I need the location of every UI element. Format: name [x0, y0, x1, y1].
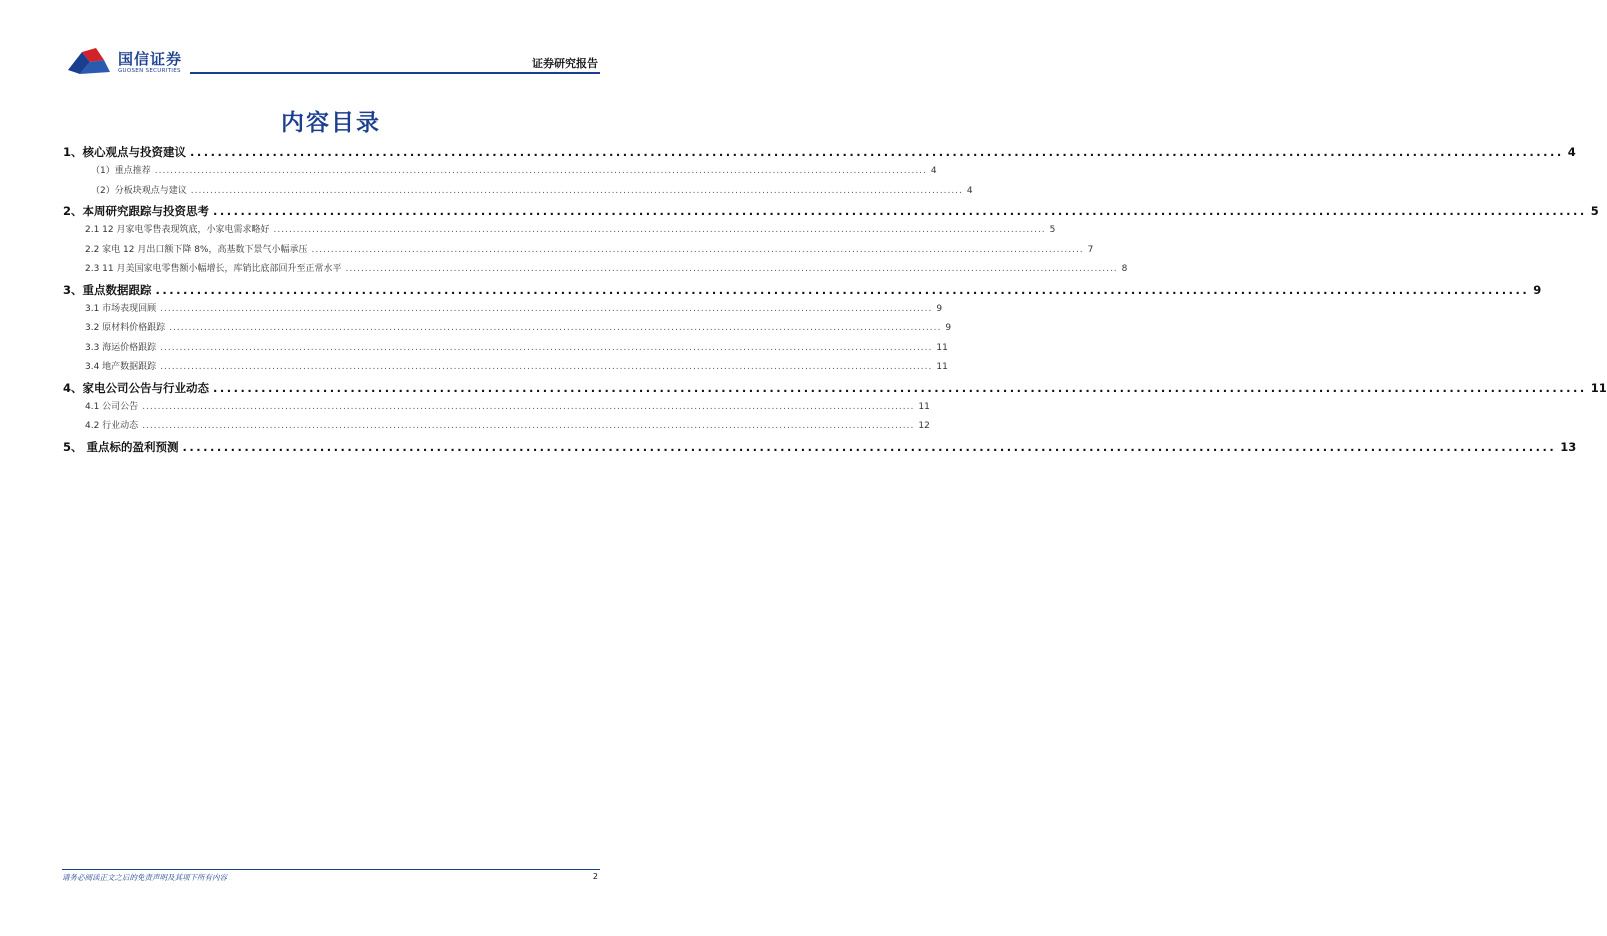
toc-entry-section[interactable]: [63, 280, 1542, 300]
toc-entry-title: 3、重点数据跟踪: [63, 282, 152, 297]
toc-entry-page: 13: [1560, 439, 1577, 454]
toc-dot-leader: ........................................................................................................................................................................................................: [182, 439, 1557, 454]
toc-entry-subsection[interactable]: [63, 162, 937, 182]
toc-entry-subsection[interactable]: [63, 398, 930, 418]
toc-entry-subsection[interactable]: [63, 260, 1128, 280]
toc-entry-page: 5: [1049, 225, 1056, 235]
toc-entry-page: 11: [918, 401, 930, 412]
toc-entry-title: 2.2 家电 12 月出口额下降 8%，高基数下景气小幅承压: [85, 244, 308, 255]
toc-entry-title: 2.3 11 月美国家电零售额小幅增长，库销比底部回升至正常水平: [85, 264, 342, 274]
toc-entry-title: 4.2 行业动态: [85, 421, 139, 431]
toc-entry-page: 12: [918, 421, 930, 431]
table-of-contents: [63, 142, 1607, 457]
toc-entry-subsection[interactable]: [63, 319, 952, 339]
toc-dot-leader: ........................................................................................................................................................................................................: [273, 225, 1046, 235]
toc-dot-leader: ........................................................................................................................................................................................................: [154, 166, 927, 176]
toc-entry-title: 3.2 原材料价格跟踪: [85, 323, 166, 333]
toc-entry-title: 4.1 公司公告: [85, 401, 139, 412]
toc-dot-leader: ........................................................................................................................................................................................................: [213, 204, 1587, 218]
footer-disclaimer: 请务必阅读正文之后的免责声明及其项下所有内容: [62, 873, 227, 882]
toc-dot-leader: ........................................................................................................................................................................................................: [142, 421, 915, 431]
toc-dot-leader: ........................................................................................................................................................................................................: [345, 264, 1118, 274]
header-divider: [190, 72, 600, 74]
toc-entry-title: 3.4 地产数据跟踪: [85, 362, 157, 372]
guosen-logo-icon: [66, 46, 112, 76]
toc-entry-subsection[interactable]: [63, 300, 943, 320]
toc-entry-title: 4、家电公司公告与行业动态: [63, 380, 210, 395]
toc-entry-page: 7: [1087, 244, 1094, 255]
toc-entry-section[interactable]: [63, 378, 1607, 398]
toc-entry-subsection[interactable]: [63, 241, 1094, 261]
toc-entry-title: 2、本周研究跟踪与投资思考: [63, 204, 210, 218]
toc-entry-page: 8: [1121, 264, 1128, 274]
toc-entry-page: 11: [936, 362, 948, 372]
toc-title: 内容目录: [281, 110, 381, 136]
toc-entry-title: 3.3 海运价格跟踪: [85, 342, 157, 353]
toc-entry-page: 4: [930, 166, 937, 176]
toc-entry-section[interactable]: [63, 142, 1576, 162]
footer-divider: [62, 869, 600, 870]
toc-entry-title: 5、 重点标的盈利预测: [63, 439, 179, 454]
toc-dot-leader: ........................................................................................................................................................................................................: [142, 401, 915, 412]
toc-entry-section[interactable]: [63, 437, 1577, 457]
toc-entry-title: 2.1 12 月家电零售表现筑底，小家电需求略好: [85, 225, 270, 235]
toc-entry-section[interactable]: [63, 201, 1599, 221]
toc-entry-title: 3.1 市场表现回顾: [85, 303, 157, 314]
toc-dot-leader: ........................................................................................................................................................................................................: [213, 380, 1587, 395]
toc-entry-title: （1）重点推荐: [91, 166, 151, 176]
toc-entry-page: 9: [945, 323, 952, 333]
toc-entry-page: 11: [936, 342, 948, 353]
toc-entry-title: 1、核心观点与投资建议: [63, 145, 187, 159]
toc-dot-leader: ........................................................................................................................................................................................................: [160, 362, 933, 372]
toc-entry-title: （2）分板块观点与建议: [91, 185, 187, 196]
toc-entry-page: 9: [1533, 282, 1542, 297]
toc-entry-subsection[interactable]: [63, 417, 930, 437]
toc-entry-page: 5: [1590, 204, 1599, 218]
toc-entry-subsection[interactable]: [63, 182, 973, 202]
toc-entry-subsection[interactable]: [63, 339, 948, 359]
report-type-label: 证券研究报告: [532, 57, 598, 70]
toc-dot-leader: ........................................................................................................................................................................................................: [169, 323, 942, 333]
toc-dot-leader: ........................................................................................................................................................................................................: [155, 282, 1530, 297]
toc-dot-leader: ........................................................................................................................................................................................................: [311, 244, 1084, 255]
toc-entry-page: 4: [966, 185, 973, 196]
toc-entry-subsection[interactable]: [63, 221, 1056, 241]
toc-entry-page: 9: [936, 303, 943, 314]
toc-entry-page: 11: [1590, 380, 1607, 395]
logo-chinese-name: 国信证券: [118, 50, 183, 68]
page-header: [0, 0, 662, 80]
toc-dot-leader: ........................................................................................................................................................................................................: [160, 303, 933, 314]
toc-dot-leader: ........................................................................................................................................................................................................: [190, 185, 963, 196]
toc-dot-leader: ........................................................................................................................................................................................................: [160, 342, 933, 353]
toc-entry-page: 4: [1567, 145, 1576, 159]
logo-english-name: GUOSEN SECURITIES: [118, 68, 181, 74]
toc-dot-leader: ........................................................................................................................................................................................................: [190, 145, 1564, 159]
page-number: 2: [592, 872, 598, 881]
toc-entry-subsection[interactable]: [63, 358, 948, 378]
